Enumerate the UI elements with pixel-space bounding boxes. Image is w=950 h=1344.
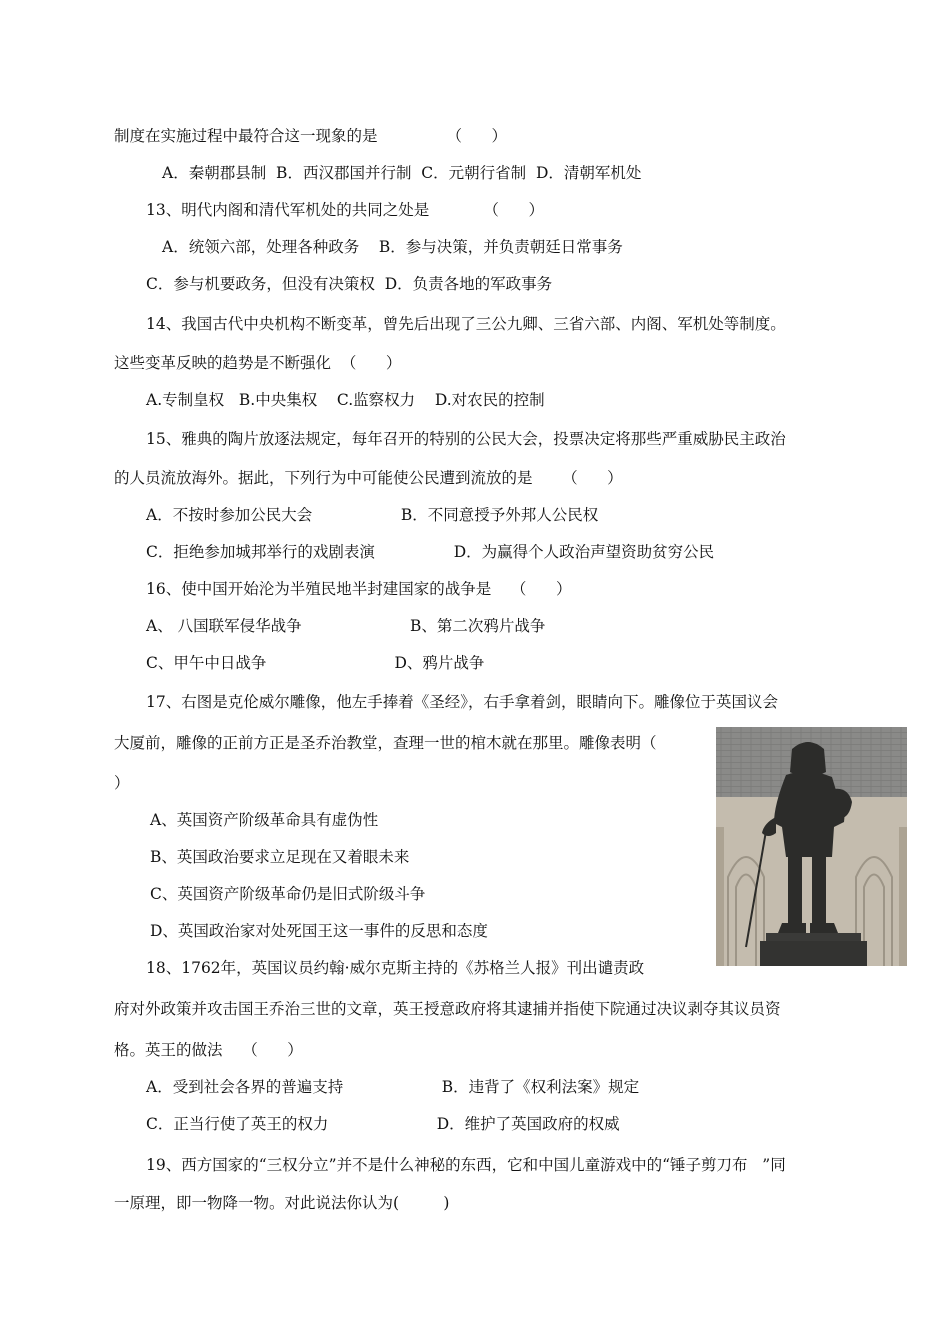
text-line: C．拒绝参加城邦举行的戏剧表演 D．为赢得个人政治声望资助贫穷公民	[146, 543, 715, 561]
statue-image	[716, 727, 907, 966]
text-line: 15、雅典的陶片放逐法规定，每年召开的特别的公民大会，投票决定将那些严重威胁民主政治	[146, 430, 786, 448]
text-line: B、英国政治要求立足现在又着眼未来	[150, 848, 410, 866]
text-line: 制度在实施过程中最符合这一现象的是 （ ）	[114, 127, 508, 145]
text-line: 17、右图是克伦威尔雕像，他左手捧着《圣经》，右手拿着剑，眼睛向下。雕像位于英国议会	[146, 693, 778, 711]
text-line: 一原理，即一物降一物。对此说法你认为( )	[114, 1194, 450, 1212]
text-line: A、英国资产阶级革命具有虚伪性	[150, 811, 379, 829]
text-line: D、英国政治家对处死国王这一事件的反思和态度	[150, 922, 488, 940]
text-line: A.专制皇权 B.中央集权 C.监察权力 D.对农民的控制	[146, 391, 545, 409]
cromwell-statue-photo	[716, 727, 907, 966]
text-line: ）	[114, 774, 130, 792]
text-line: 13、明代内阁和清代军机处的共同之处是 （ ）	[146, 201, 544, 219]
text-line: 府对外政策并攻击国王乔治三世的文章，英王授意政府将其逮捕并指使下院通过决议剥夺其议员资	[114, 1000, 781, 1018]
text-line: A、 八国联军侵华战争 B、第二次鸦片战争	[146, 617, 546, 635]
text-line: C．正当行使了英王的权力 D．维护了英国政府的权威	[146, 1115, 620, 1133]
text-line: 14、我国古代中央机构不断变革，曾先后出现了三公九卿、三省六部、内阁、军机处等制度。	[146, 315, 786, 333]
text-line: A．不按时参加公民大会 B．不同意授予外邦人公民权	[146, 506, 599, 524]
text-line: C、甲午中日战争 D、鸦片战争	[146, 654, 485, 672]
text-line: A．受到社会各界的普遍支持 B．违背了《权利法案》规定	[146, 1078, 640, 1096]
text-line: 18、1762年，英国议员约翰·威尔克斯主持的《苏格兰人报》刊出谴责政	[146, 959, 645, 977]
text-line: 大厦前，雕像的正前方正是圣乔治教堂，查理一世的棺木就在那里。雕像表明（	[114, 734, 657, 752]
text-line: 19、西方国家的“三权分立”并不是什么神秘的东西，它和中国儿童游戏中的“锤子剪刀布 ”同	[146, 1156, 786, 1174]
text-line: 这些变革反映的趋势是不断强化 （ ）	[114, 354, 402, 372]
text-line: 16、使中国开始沦为半殖民地半封建国家的战争是 （ ）	[146, 580, 572, 598]
text-line: C．参与机要政务，但没有决策权 D．负责各地的军政事务	[146, 275, 553, 293]
text-line: 的人员流放海外。据此，下列行为中可能使公民遭到流放的是 （ ）	[114, 469, 623, 487]
text-line: 格。英王的做法 （ ）	[114, 1041, 303, 1059]
text-line: A．秦朝郡县制 B．西汉郡国并行制 C．元朝行省制 D．清朝军机处	[162, 164, 642, 182]
text-line: A．统领六部，处理各种政务 B．参与决策，并负责朝廷日常事务	[162, 238, 623, 256]
text-line: C、英国资产阶级革命仍是旧式阶级斗争	[150, 885, 426, 903]
